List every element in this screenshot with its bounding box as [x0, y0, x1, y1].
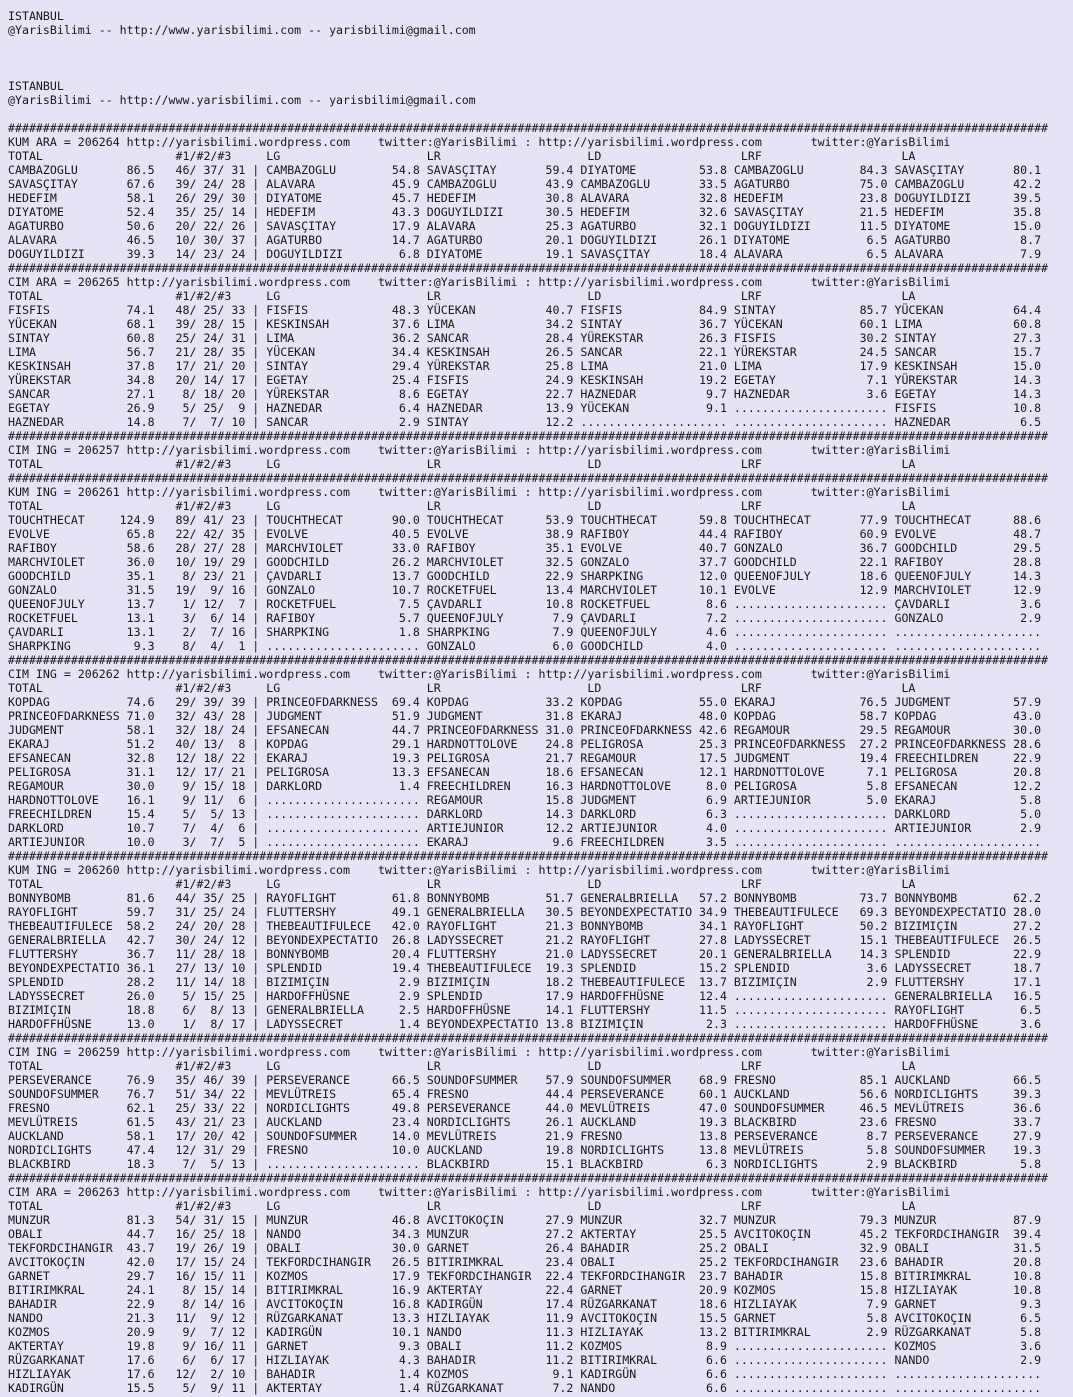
table-row: KOPDAG 74.6 29/ 39/ 39 | PRINCEOFDARKNESS 69.4 KOPDAG 33.2 KOPDAG 55.0 EKARAJ 76.5 JUDGMENT 57.9 [8, 695, 1042, 709]
table-row: PELIGROSA 31.1 12/ 17/ 21 | PELIGROSA 13.3 EFSANECAN 18.6 EFSANECAN 12.1 HARDNOTTOLOVE 7.1 PELIGROSA 20.8 [8, 765, 1042, 779]
table-row: BAHADIR 22.9 8/ 14/ 16 | AVCITOKOÇIN 16.8 KADIRGÜN 17.4 RÜZGARKANAT 18.6 HIZLIAYAK 7.9 GARNET 9.3 [8, 1297, 1042, 1311]
column-header-row: TOTAL #1/#2/#3 LG LR LD LRF LA [8, 457, 916, 471]
blank-line [8, 107, 1073, 121]
table-row: DARKLORD 10.7 7/ 4/ 6 | ...................... ARTIEJUNIOR 12.2 ARTIEJUNIOR 4.0 ...................... ARTIEJUNIOR 2.9 [8, 821, 1042, 835]
table-row: RAYOFLIGHT 59.7 31/ 25/ 24 | FLUTTERSHY 49.1 GENERALBRIELLA 30.5 BEYONDEXPECTATIO 34.9 THEBEAUTIFULECE 69.3 BEYONDEXPECTATIO 28.0 [8, 905, 1042, 919]
table-row: BIZIMIÇIN 18.8 6/ 8/ 13 | GENERALBRIELLA 2.5 HARDOFFHÜSNE 14.1 FLUTTERSHY 11.5 ...................... RAYOFLIGHT 6.5 [8, 1003, 1042, 1017]
table-row: KOZMOS 20.9 9/ 7/ 12 | KADIRGÜN 10.1 NANDO 11.3 HIZLIAYAK 13.2 BITIRIMKRAL 2.9 RÜZGARKANAT 5.8 [8, 1325, 1042, 1339]
section-divider: ##################################################################################################################################################### [8, 653, 1049, 667]
table-row: KESKINSAH 37.8 17/ 21/ 20 | SINTAY 29.4 YÜREKSTAR 25.8 LIMA 21.0 LIMA 17.9 KESKINSAH 15.0 [8, 359, 1042, 373]
table-row: EGETAY 26.9 5/ 25/ 9 | HAZNEDAR 6.4 HAZNEDAR 13.9 YÜCEKAN 9.1 ...................... FISFIS 10.8 [8, 401, 1042, 415]
table-row: JUDGMENT 58.1 32/ 18/ 24 | EFSANECAN 44.7 PRINCEOFDARKNESS 31.0 PRINCEOFDARKNESS 42.6 REGAMOUR 29.5 REGAMOUR 30.0 [8, 723, 1042, 737]
table-row: REGAMOUR 30.0 9/ 15/ 18 | DARKLORD 1.4 FREECHILDREN 16.3 HARDNOTTOLOVE 8.0 PELIGROSA 5.8 EFSANECAN 12.2 [8, 779, 1042, 793]
section-header: CIM ARA = 206263 http://yarisbilimi.wordpress.com twitter:@YarisBilimi : http://yarisbilimi.wordpress.com twitter:@YarisBilimi [8, 1185, 951, 1199]
table-row: MUNZUR 81.3 54/ 31/ 15 | MUNZUR 46.8 AVCITOKOÇIN 27.9 MUNZUR 32.7 MUNZUR 79.3 MUNZUR 87.9 [8, 1213, 1042, 1227]
section-divider: ##################################################################################################################################################### [8, 471, 1049, 485]
blank-line [8, 37, 1073, 51]
section-divider: ##################################################################################################################################################### [8, 849, 1049, 863]
table-row: SHARPKING 9.3 8/ 4/ 1 | ...................... GONZALO 6.0 GOODCHILD 4.0 ...................... ..................... [8, 639, 1042, 653]
table-row: FRESNO 62.1 25/ 33/ 22 | NORDICLIGHTS 49.8 PERSEVERANCE 44.0 MEVLÜTREIS 47.0 SOUNDOFSUMMER 46.5 MEVLÜTREIS 36.6 [8, 1101, 1042, 1115]
column-header-row: TOTAL #1/#2/#3 LG LR LD LRF LA [8, 681, 916, 695]
section-divider: ##################################################################################################################################################### [8, 261, 1049, 275]
table-row: FLUTTERSHY 36.7 11/ 28/ 18 | BONNYBOMB 20.4 FLUTTERSHY 21.0 LADYSSECRET 20.1 GENERALBRIELLA 14.3 SPLENDID 22.9 [8, 947, 1042, 961]
section-header: CIM ARA = 206265 http://yarisbilimi.wordpress.com twitter:@YarisBilimi : http://yarisbilimi.wordpress.com twitter:@YarisBilimi [8, 275, 951, 289]
column-header-row: TOTAL #1/#2/#3 LG LR LD LRF LA [8, 289, 916, 303]
table-row: LIMA 56.7 21/ 28/ 35 | YÜCEKAN 34.4 KESKINSAH 26.5 SANCAR 22.1 YÜREKSTAR 24.5 SANCAR 15.7 [8, 345, 1042, 359]
table-row: SPLENDID 28.2 11/ 14/ 18 | BIZIMIÇIN 2.9 BIZIMIÇIN 18.2 THEBEAUTIFULECE 13.7 BIZIMIÇIN 2.9 FLUTTERSHY 17.1 [8, 975, 1042, 989]
table-row: BLACKBIRD 18.3 7/ 5/ 13 | ...................... BLACKBIRD 15.1 BLACKBIRD 6.3 NORDICLIGHTS 2.9 BLACKBIRD 5.8 [8, 1157, 1042, 1171]
section-divider: ##################################################################################################################################################### [8, 1171, 1049, 1185]
table-row: NANDO 21.3 11/ 9/ 12 | RÜZGARKANAT 13.3 HIZLIAYAK 11.9 AVCITOKOÇIN 15.5 GARNET 5.8 AVCITOKOÇIN 6.5 [8, 1311, 1042, 1325]
table-row: PERSEVERANCE 76.9 35/ 46/ 39 | PERSEVERANCE 66.5 SOUNDOFSUMMER 57.9 SOUNDOFSUMMER 68.9 FRESNO 85.1 AUCKLAND 66.5 [8, 1073, 1042, 1087]
city-title: ISTANBUL [8, 9, 64, 23]
table-row: QUEENOFJULY 13.7 1/ 12/ 7 | ROCKETFUEL 7.5 ÇAVDARLI 10.8 ROCKETFUEL 8.6 ...................... ÇAVDARLI 3.6 [8, 597, 1042, 611]
table-row: RÜZGARKANAT 17.6 6/ 6/ 17 | HIZLIAYAK 4.3 BAHADIR 11.2 BITIRIMKRAL 6.6 ...................... NANDO 2.9 [8, 1353, 1042, 1367]
table-row: CAMBAZOGLU 86.5 46/ 37/ 31 | CAMBAZOGLU 54.8 SAVASÇITAY 59.4 DIYATOME 53.8 CAMBAZOGLU 84.3 SAVASÇITAY 80.1 [8, 163, 1042, 177]
table-row: AGATURBO 50.6 20/ 22/ 26 | SAVASÇITAY 17.9 ALAVARA 25.3 AGATURBO 32.1 DOGUYILDIZI 11.5 DIYATOME 15.0 [8, 219, 1042, 233]
table-row: BEYONDEXPECTATIO 36.1 27/ 13/ 10 | SPLENDID 19.4 THEBEAUTIFULECE 19.3 SPLENDID 15.2 SPLENDID 3.6 LADYSSECRET 18.7 [8, 961, 1042, 975]
section-header: KUM ING = 206261 http://yarisbilimi.wordpress.com twitter:@YarisBilimi : http://yarisbilimi.wordpress.com twitter:@YarisBilimi [8, 485, 951, 499]
column-header-row: TOTAL #1/#2/#3 LG LR LD LRF LA [8, 1059, 916, 1073]
section-divider: ##################################################################################################################################################### [8, 121, 1049, 135]
blank-line [8, 65, 1073, 79]
table-row: EKARAJ 51.2 40/ 13/ 8 | KOPDAG 29.1 HARDNOTTOLOVE 24.8 PELIGROSA 25.3 PRINCEOFDARKNESS 27.2 PRINCEOFDARKNESS 28.6 [8, 737, 1042, 751]
table-row: LADYSSECRET 26.0 5/ 15/ 25 | HARDOFFHÜSNE 2.9 SPLENDID 17.9 HARDOFFHÜSNE 12.4 ...................... GENERALBRIELLA 16.5 [8, 989, 1042, 1003]
table-row: TEKFORDCIHANGIR 43.7 19/ 26/ 19 | OBALI 30.0 GARNET 26.4 BAHADIR 25.2 OBALI 32.9 OBALI 31.5 [8, 1241, 1042, 1255]
table-row: BONNYBOMB 81.6 44/ 35/ 25 | RAYOFLIGHT 61.8 BONNYBOMB 51.7 GENERALBRIELLA 57.2 BONNYBOMB 73.7 BONNYBOMB 62.2 [8, 891, 1042, 905]
table-row: MEVLÜTREIS 61.5 43/ 21/ 23 | AUCKLAND 23.4 NORDICLIGHTS 26.1 AUCKLAND 19.3 BLACKBIRD 23.6 FRESNO 33.7 [8, 1115, 1042, 1129]
table-row: SOUNDOFSUMMER 76.7 51/ 34/ 22 | MEVLÜTREIS 65.4 FRESNO 44.4 PERSEVERANCE 60.1 AUCKLAND 56.6 NORDICLIGHTS 39.3 [8, 1087, 1042, 1101]
section-header: CIM ING = 206259 http://yarisbilimi.wordpress.com twitter:@YarisBilimi : http://yarisbilimi.wordpress.com twitter:@YarisBilimi [8, 1045, 951, 1059]
section-divider: ##################################################################################################################################################### [8, 429, 1049, 443]
table-row: SAVASÇITAY 67.6 39/ 24/ 28 | ALAVARA 45.9 CAMBAZOGLU 43.9 CAMBAZOGLU 33.5 AGATURBO 75.0 CAMBAZOGLU 42.2 [8, 177, 1042, 191]
table-row: PRINCEOFDARKNESS 71.0 32/ 43/ 28 | JUDGMENT 51.9 JUDGMENT 31.8 EKARAJ 48.0 KOPDAG 58.7 KOPDAG 43.0 [8, 709, 1042, 723]
contact-line: @YarisBilimi -- http://www.yarisbilimi.com -- yarisbilimi@gmail.com [8, 93, 476, 107]
table-row: HARDOFFHÜSNE 13.0 1/ 8/ 17 | LADYSSECRET 1.4 BEYONDEXPECTATIO 13.8 BIZIMIÇIN 2.3 ...................... HARDOFFHÜSNE 3.6 [8, 1017, 1042, 1031]
table-row: ALAVARA 46.5 10/ 30/ 37 | AGATURBO 14.7 AGATURBO 20.1 DOGUYILDIZI 26.1 DIYATOME 6.5 AGATURBO 8.7 [8, 233, 1042, 247]
table-row: EVOLVE 65.8 22/ 42/ 35 | EVOLVE 40.5 EVOLVE 38.9 RAFIBOY 44.4 RAFIBOY 60.9 EVOLVE 48.7 [8, 527, 1042, 541]
section-header: CIM ING = 206257 http://yarisbilimi.wordpress.com twitter:@YarisBilimi : http://yarisbilimi.wordpress.com twitter:@YarisBilimi [8, 443, 951, 457]
table-row: YÜREKSTAR 34.8 20/ 14/ 17 | EGETAY 25.4 FISFIS 24.9 KESKINSAH 19.2 EGETAY 7.1 YÜREKSTAR 14.3 [8, 373, 1042, 387]
sections-container [8, 121, 1073, 1395]
table-row: KADIRGÜN 15.5 5/ 9/ 11 | AKTERTAY 1.4 RÜZGARKANAT 7.2 NANDO 6.6 ...................... ..................... [8, 1381, 1042, 1395]
table-row: FISFIS 74.1 48/ 25/ 33 | FISFIS 48.3 YÜCEKAN 40.7 FISFIS 84.9 SINTAY 85.7 YÜCEKAN 64.4 [8, 303, 1042, 317]
section-divider: ##################################################################################################################################################### [8, 1031, 1049, 1045]
table-row: DIYATOME 52.4 35/ 25/ 14 | HEDEFIM 43.3 DOGUYILDIZI 30.5 HEDEFIM 32.6 SAVASÇITAY 21.5 HEDEFIM 35.8 [8, 205, 1042, 219]
blank-line [8, 51, 1073, 65]
table-row: FREECHILDREN 15.4 5/ 5/ 13 | ...................... DARKLORD 14.3 DARKLORD 6.3 ...................... DARKLORD 5.0 [8, 807, 1042, 821]
table-row: ARTIEJUNIOR 10.0 3/ 7/ 5 | ...................... EKARAJ 9.6 FREECHILDREN 3.5 ...................... ..................... [8, 835, 1042, 849]
section-header: CIM ING = 206262 http://yarisbilimi.wordpress.com twitter:@YarisBilimi : http://yarisbilimi.wordpress.com twitter:@YarisBilimi [8, 667, 951, 681]
table-row: AVCITOKOÇIN 42.0 17/ 15/ 24 | TEKFORDCIHANGIR 26.5 BITIRIMKRAL 23.4 OBALI 25.2 TEKFORDCIHANGIR 23.6 BAHADIR 20.8 [8, 1255, 1042, 1269]
table-row: SANCAR 27.1 8/ 18/ 20 | YÜREKSTAR 8.6 EGETAY 22.7 HAZNEDAR 9.7 HAZNEDAR 3.6 EGETAY 14.3 [8, 387, 1042, 401]
city-title: ISTANBUL [8, 79, 64, 93]
table-row: ROCKETFUEL 13.1 3/ 6/ 14 | RAFIBOY 5.7 QUEENOFJULY 7.9 ÇAVDARLI 7.2 ...................... GONZALO 2.9 [8, 611, 1042, 625]
table-row: AKTERTAY 19.8 9/ 16/ 11 | GARNET 9.3 OBALI 11.2 KOZMOS 8.9 ...................... KOZMOS 3.6 [8, 1339, 1042, 1353]
column-header-row: TOTAL #1/#2/#3 LG LR LD LRF LA [8, 877, 916, 891]
table-row: DOGUYILDIZI 39.3 14/ 23/ 24 | DOGUYILDIZI 6.8 DIYATOME 19.1 SAVASÇITAY 18.4 ALAVARA 6.5 ALAVARA 7.9 [8, 247, 1042, 261]
column-header-row: TOTAL #1/#2/#3 LG LR LD LRF LA [8, 499, 916, 513]
table-row: GARNET 29.7 16/ 15/ 11 | KOZMOS 17.9 TEKFORDCIHANGIR 22.4 TEKFORDCIHANGIR 23.7 BAHADIR 15.8 BITIRIMKRAL 10.8 [8, 1269, 1042, 1283]
column-header-row: TOTAL #1/#2/#3 LG LR LD LRF LA [8, 1199, 916, 1213]
table-row: TOUCHTHECAT 124.9 89/ 41/ 23 | TOUCHTHECAT 90.0 TOUCHTHECAT 53.9 TOUCHTHECAT 59.8 TOUCHTHECAT 77.9 TOUCHTHECAT 88.6 [8, 513, 1042, 527]
column-header-row: TOTAL #1/#2/#3 LG LR LD LRF LA [8, 149, 916, 163]
table-row: ÇAVDARLI 13.1 2/ 7/ 16 | SHARPKING 1.8 SHARPKING 7.9 QUEENOFJULY 4.6 ...................... ..................... [8, 625, 1042, 639]
table-row: GONZALO 31.5 19/ 9/ 16 | GONZALO 10.7 ROCKETFUEL 13.4 MARCHVIOLET 10.1 EVOLVE 12.9 MARCHVIOLET 12.9 [8, 583, 1042, 597]
contact-line: @YarisBilimi -- http://www.yarisbilimi.com -- yarisbilimi@gmail.com [8, 23, 476, 37]
table-row: SINTAY 60.8 25/ 24/ 31 | LIMA 36.2 SANCAR 28.4 YÜREKSTAR 26.3 FISFIS 30.2 SINTAY 27.3 [8, 331, 1042, 345]
table-row: YÜCEKAN 68.1 39/ 28/ 15 | KESKINSAH 37.6 LIMA 34.2 SINTAY 36.7 YÜCEKAN 60.1 LIMA 60.8 [8, 317, 1042, 331]
section-header: KUM ING = 206260 http://yarisbilimi.wordpress.com twitter:@YarisBilimi : http://yarisbilimi.wordpress.com twitter:@YarisBilimi [8, 863, 951, 877]
table-row: NORDICLIGHTS 47.4 12/ 31/ 29 | FRESNO 10.0 AUCKLAND 19.8 NORDICLIGHTS 13.8 MEVLÜTREIS 5.8 SOUNDOFSUMMER 19.3 [8, 1143, 1042, 1157]
table-row: THEBEAUTIFULECE 58.2 24/ 20/ 28 | THEBEAUTIFULECE 42.0 RAYOFLIGHT 21.3 BONNYBOMB 34.1 RAYOFLIGHT 50.2 BIZIMIÇIN 27.2 [8, 919, 1042, 933]
table-row: OBALI 44.7 16/ 25/ 18 | NANDO 34.3 MUNZUR 27.2 AKTERTAY 25.5 AVCITOKOÇIN 45.2 TEKFORDCIHANGIR 39.4 [8, 1227, 1042, 1241]
table-row: GENERALBRIELLA 42.7 30/ 24/ 12 | BEYONDEXPECTATIO 26.8 LADYSSECRET 21.2 RAYOFLIGHT 27.8 LADYSSECRET 15.1 THEBEAUTIFULECE 26.5 [8, 933, 1042, 947]
table-row: MARCHVIOLET 36.0 10/ 19/ 29 | GOODCHILD 26.2 MARCHVIOLET 32.5 GONZALO 37.7 GOODCHILD 22.1 RAFIBOY 28.8 [8, 555, 1042, 569]
table-row: EFSANECAN 32.8 12/ 18/ 22 | EKARAJ 19.3 PELIGROSA 21.7 REGAMOUR 17.5 JUDGMENT 19.4 FREECHILDREN 22.9 [8, 751, 1042, 765]
table-row: BITIRIMKRAL 24.1 8/ 15/ 14 | BITIRIMKRAL 16.9 AKTERTAY 22.4 GARNET 20.9 KOZMOS 15.8 HIZLIAYAK 10.8 [8, 1283, 1042, 1297]
table-row: HAZNEDAR 14.8 7/ 7/ 10 | SANCAR 2.9 SINTAY 12.2 ..................... ...................... HAZNEDAR 6.5 [8, 415, 1042, 429]
section-header: KUM ARA = 206264 http://yarisbilimi.wordpress.com twitter:@YarisBilimi : http://yarisbilimi.wordpress.com twitter:@YarisBilimi [8, 135, 951, 149]
table-row: GOODCHILD 35.1 8/ 23/ 21 | ÇAVDARLI 13.7 GOODCHILD 22.9 SHARPKING 12.0 QUEENOFJULY 18.6 QUEENOFJULY 14.3 [8, 569, 1042, 583]
table-row: HARDNOTTOLOVE 16.1 9/ 11/ 6 | ...................... REGAMOUR 15.8 JUDGMENT 6.9 ARTIEJUNIOR 5.0 EKARAJ 5.8 [8, 793, 1042, 807]
table-row: HIZLIAYAK 17.6 12/ 2/ 10 | BAHADIR 1.4 KOZMOS 9.1 KADIRGÜN 6.6 ...................... ..................... [8, 1367, 1042, 1381]
table-row: AUCKLAND 58.1 17/ 20/ 42 | SOUNDOFSUMMER 14.0 MEVLÜTREIS 21.9 FRESNO 13.8 PERSEVERANCE 8.7 PERSEVERANCE 27.9 [8, 1129, 1042, 1143]
table-row: RAFIBOY 58.6 28/ 27/ 28 | MARCHVIOLET 33.0 RAFIBOY 35.1 EVOLVE 40.7 GONZALO 36.7 GOODCHILD 29.5 [8, 541, 1042, 555]
table-row: HEDEFIM 58.1 26/ 29/ 30 | DIYATOME 45.7 HEDEFIM 30.8 ALAVARA 32.8 HEDEFIM 23.8 DOGUYILDIZI 39.5 [8, 191, 1042, 205]
